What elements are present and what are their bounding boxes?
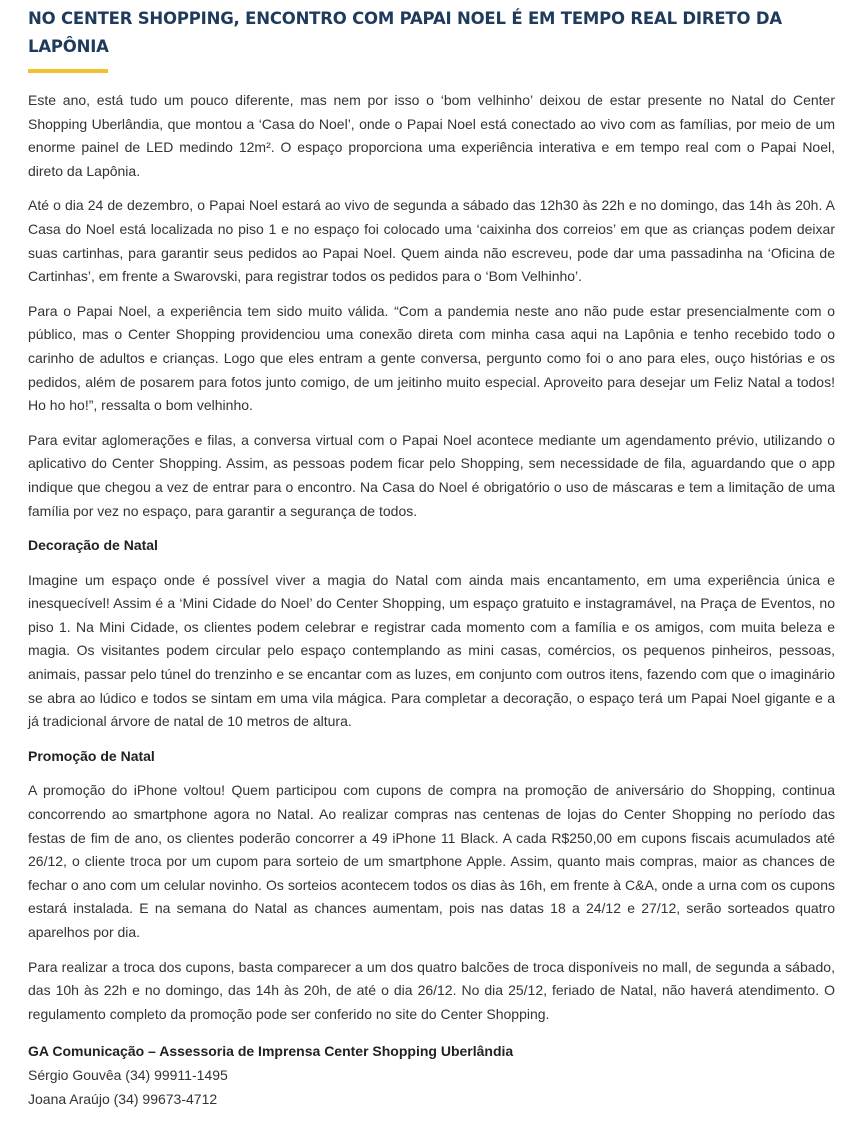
paragraph: Imagine um espaço onde é possível viver a magia do Natal com ainda mais encantamento, em uma experiência única e inesquecível! Assim é a ‘Mini Cidade do Noel’ do Center Shopping, um espaço gratuito e instagramável, na Praça de Eventos, no piso 1. Na Mini Cidade, os clientes podem celebrar e registrar cada momento com a família e os amigos, com muita beleza e magia. Os visitantes podem circular pelo espaço contemplando as mini casas, comércios, os pequenos pinheiros, pessoas, animais, passar pelo túnel do trenzinho e se encantar com as luzes, em conjunto com outros itens, fazendo com que o imaginário se abra ao lúdico e todos se sintam em uma vila mágica. Para completar a decoração, o espaço terá um Papai Noel gigante e a já tradicional árvore de natal de 10 metros de altura. <box>28 571 835 730</box>
contact-person: Sérgio Gouvêa (34) 99911-1495 <box>28 1066 228 1083</box>
article-title: NO CENTER SHOPPING, ENCONTRO COM PAPAI NOEL É EM TEMPO REAL DIRETO DA LAPÔNIA <box>28 9 782 56</box>
press-contact <box>28 1040 835 1111</box>
paragraph: Para realizar a troca dos cupons, basta comparecer a um dos quatro balcões de troca disponíveis no mall, de segunda a sábado, das 10h às 22h e no domingo, das 14h às 20h, de até o dia 26/12. No dia 25/12, feriado de Natal, não haverá atendimento. O regulamento completo da promoção pode ser conferido no site do Center Shopping. <box>28 958 835 1022</box>
paragraph: Para evitar aglomerações e filas, a conversa virtual com o Papai Noel acontece mediante um agendamento prévio, utilizando o aplicativo do Center Shopping. Assim, as pessoas podem ficar pelo Shopping, sem necessidade de fila, aguardando que o app indique que chegou a vez de entrar para o encontro. Na Casa do Noel é obrigatório o uso de máscaras e tem a limitação de uma família por vez no espaço, para garantir a segurança de todos. <box>28 431 835 519</box>
section-heading-promocao: Promoção de Natal <box>28 747 155 764</box>
contact-person: Joana Araújo (34) 99673-4712 <box>28 1090 218 1107</box>
paragraph: Para o Papai Noel, a experiência tem sido muito válida. “Com a pandemia neste ano não pude estar presencialmente com o público, mas o Center Shopping providenciou uma conexão direta com minha casa aqui na Lapônia e tenho recebido todo o carinho de adultos e crianças. Logo que eles entram a gente conversa, pergunto como foi o ano para eles, ouço histórias e os pedidos, além de posarem para fotos junto comigo, de um jeitinho muito especial. Aproveito para desejar um Feliz Natal a todos! Ho ho ho!”, ressalta o bom velhinho. <box>28 302 835 414</box>
paragraph: Até o dia 24 de dezembro, o Papai Noel estará ao vivo de segunda a sábado das 12h30 às 22h e no domingo, das 14h às 20h. A Casa do Noel está localizada no piso 1 e no espaço foi colocado uma ‘caixinha dos correios’ em que as crianças podem deixar suas cartinhas, para garantir seus pedidos ao Papai Noel. Quem ainda não escreveu, pode dar uma passadinha na ‘Oficina de Cartinhas’, em frente a Swarovski, para registrar todos os pedidos para o ‘Bom Velhinho’. <box>28 197 835 285</box>
section-heading-decoracao: Decoração de Natal <box>28 537 158 554</box>
title-underline-accent <box>28 69 108 73</box>
contact-org: GA Comunicação – Assessoria de Imprensa Center Shopping Uberlândia <box>28 1043 514 1060</box>
paragraph: A promoção do iPhone voltou! Quem participou com cupons de compra na promoção de aniversário do Shopping, continua concorrendo ao smartphone agora no Natal. Ao realizar compras nas centenas de lojas do Center Shopping no período das festas de fim de ano, os clientes poderão concorrer a 49 iPhone 11 Black. A cada R$250,00 em cupons fiscais acumulados até 26/12, o cliente troca por um cupom para sorteio de um smartphone Apple. Assim, quanto mais compras, maior as chances de fechar o ano com um celular novinho. Os sorteios acontecem todos os dias às 16h, em frente à C&A, onde a urna com os cupons estará instalada. E na semana do Natal as chances aumentam, pois nas datas 18 a 24/12 e 27/12, serão sorteados quatro aparelhos por dia. <box>28 782 835 940</box>
paragraph: Este ano, está tudo um pouco diferente, mas nem por isso o ‘bom velhinho’ deixou de estar presente no Natal do Center Shopping Uberlândia, que montou a ‘Casa do Noel’, onde o Papai Noel está conectado ao vivo com as famílias, por meio de um enorme painel de LED medindo 12m². O espaço proporciona uma experiência interativa e em tempo real com o Papai Noel, direto da Lapônia. <box>28 92 835 179</box>
